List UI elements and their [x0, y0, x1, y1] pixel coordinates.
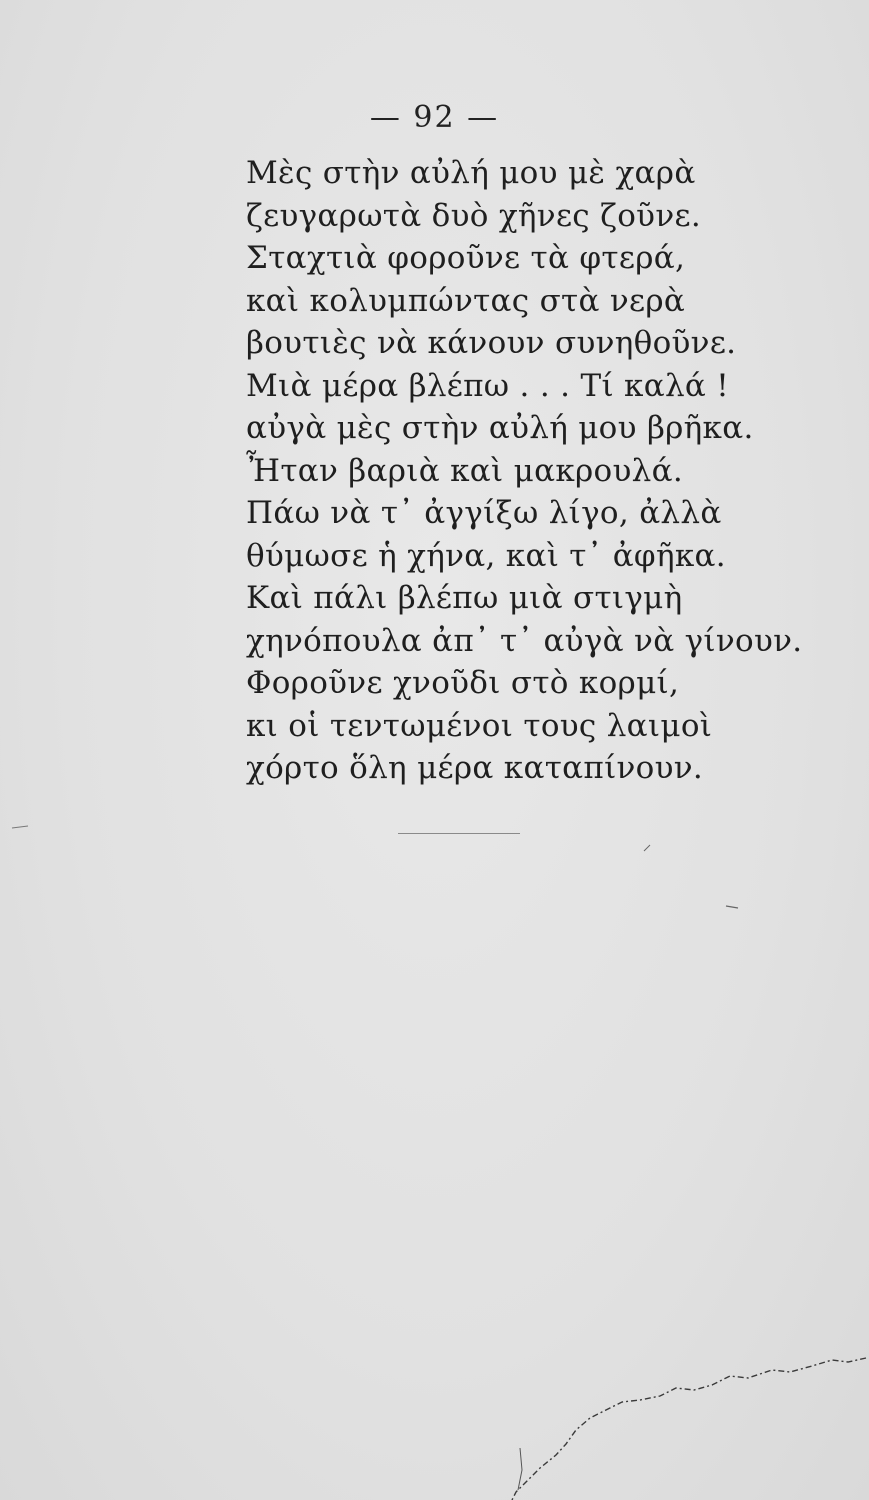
poem-line: Πάω νὰ τ᾿ ἀγγίξω λίγο, ἀλλὰ [246, 495, 722, 531]
poem-line: Ἦταν βαριὰ καὶ μακρουλά. [246, 452, 683, 489]
poem-line: Σταχτιὰ φοροῦνε τὰ φτερά, [246, 240, 686, 276]
section-divider [398, 833, 520, 834]
poem [246, 152, 846, 790]
poem-line: Μὲς στὴν αὐλή μου μὲ χαρὰ [246, 155, 696, 191]
poem-line: καὶ κολυμπώντας στὰ νερὰ [246, 282, 686, 319]
poem-line: χηνόπουλα ἀπ᾿ τ᾿ αὐγὰ νὰ γίνουν. [246, 622, 803, 659]
poem-line: κι οἱ τεντωμένοι τους λαιμοὶ [246, 707, 713, 744]
poem-line: Μιὰ μέρα βλέπω . . . Τί καλά ! [246, 367, 730, 404]
poem-line: θύμωσε ἡ χήνα, καὶ τ᾿ ἀφῆκα. [246, 537, 726, 574]
poem-line: χόρτο ὅλη μέρα καταπίνουν. [246, 750, 704, 786]
poem-line: βουτιὲς νὰ κάνουν συνηθοῦνε. [246, 325, 737, 361]
poem-line: ζευγαρωτὰ δυὸ χῆνες ζοῦνε. [246, 197, 701, 234]
page-number: — 92 — [369, 100, 500, 135]
poem-line: Φοροῦνε χνοῦδι στὸ κορμί, [246, 665, 680, 701]
poem-line: αὐγὰ μὲς στὴν αὐλή μου βρῆκα. [246, 410, 754, 446]
poem-line: Καὶ πάλι βλέπω μιὰ στιγμὴ [246, 580, 683, 616]
